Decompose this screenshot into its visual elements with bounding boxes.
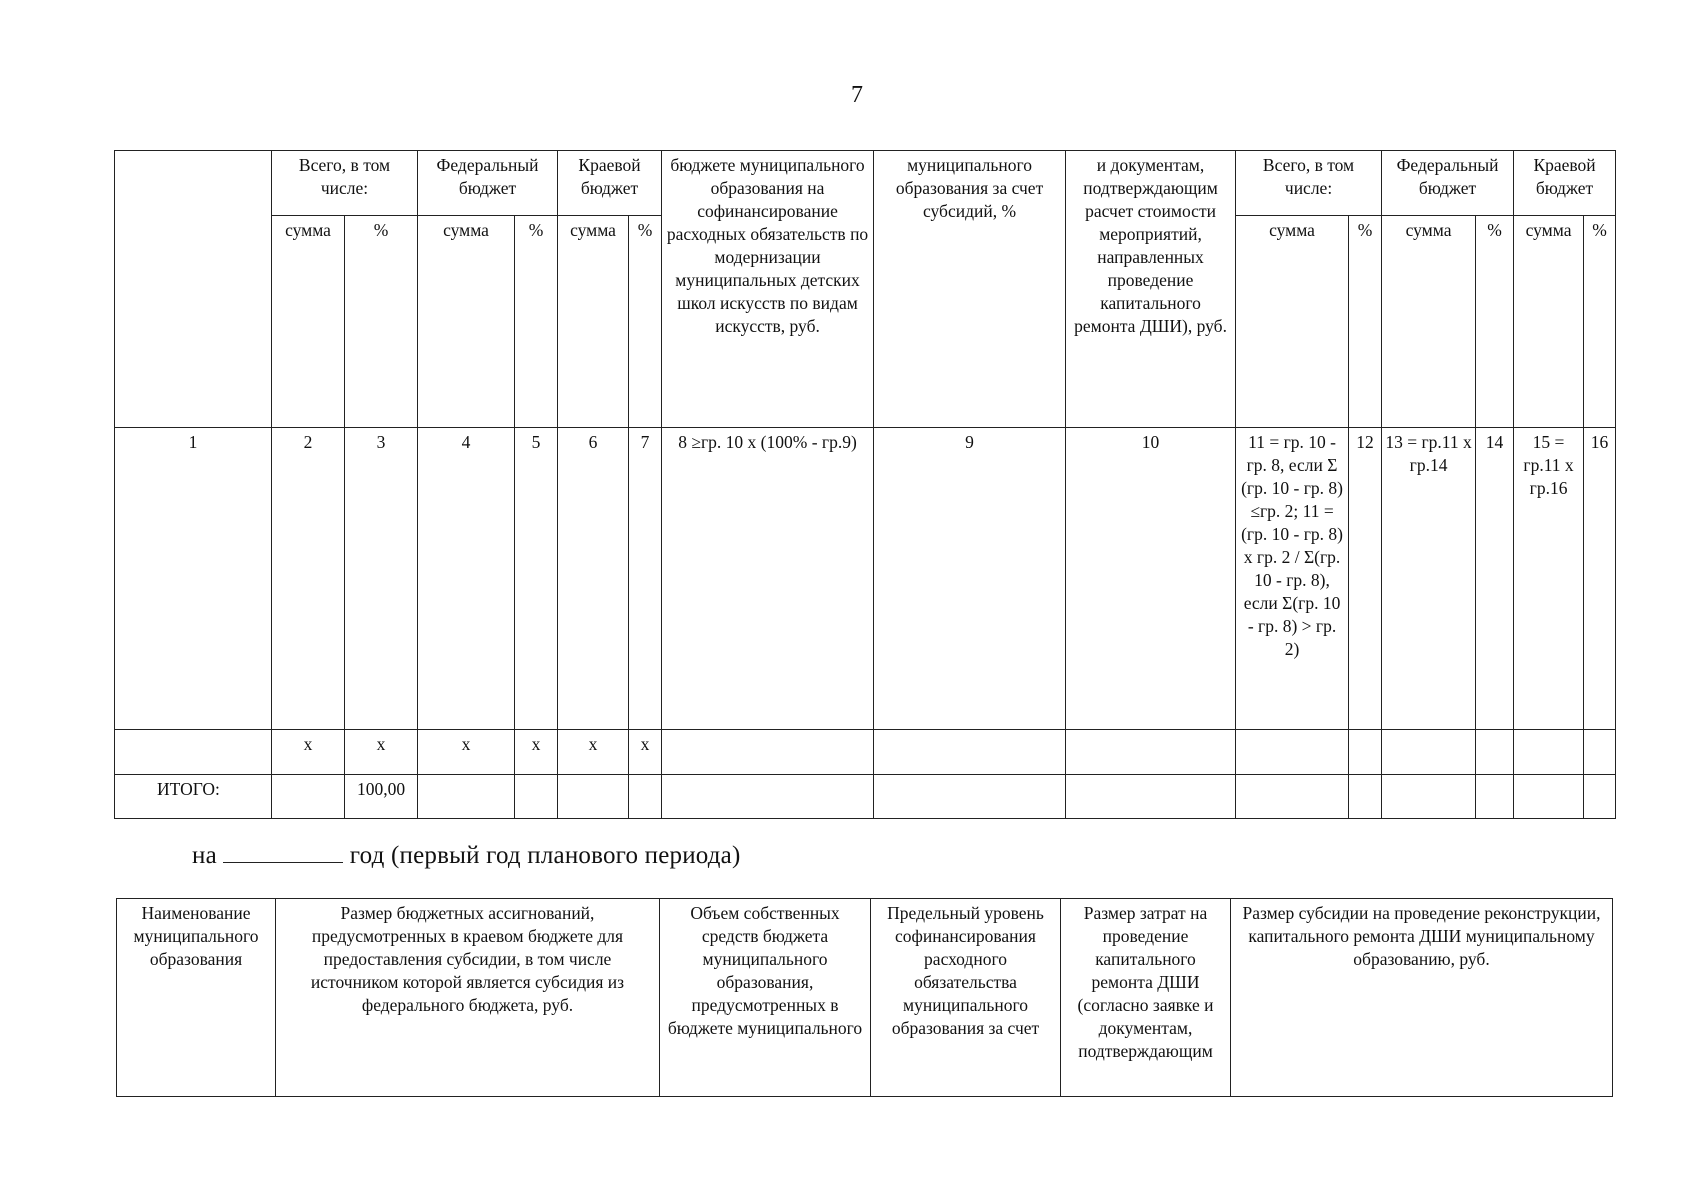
empty-cell bbox=[272, 775, 345, 819]
subtitle-suffix: год (первый год планового периода) bbox=[349, 842, 741, 869]
header-repair-costs: Размер затрат на проведение капитального ремонта ДШИ (согласно заявке и документам, подтверждающим bbox=[1061, 899, 1231, 1097]
empty-cell bbox=[662, 775, 874, 819]
empty-cell bbox=[115, 730, 272, 775]
empty-cell bbox=[558, 775, 629, 819]
column-number: 9 bbox=[874, 428, 1066, 730]
total-label: ИТОГО: bbox=[115, 775, 272, 819]
empty-cell bbox=[1382, 730, 1476, 775]
header-own-funds: Объем собственных средств бюджета муниципального образования, предусмотренных в бюджете муниципального bbox=[660, 899, 871, 1097]
subheader-pct: % bbox=[1349, 216, 1382, 428]
subheader-pct: % bbox=[629, 216, 662, 428]
empty-cell bbox=[1236, 730, 1349, 775]
column-formula: 13 = гр.11 x гр.14 bbox=[1382, 428, 1476, 730]
empty-cell bbox=[874, 775, 1066, 819]
x-mark: x bbox=[272, 730, 345, 775]
column-number: 10 bbox=[1066, 428, 1236, 730]
column-number: 1 bbox=[115, 428, 272, 730]
empty-cell bbox=[1349, 775, 1382, 819]
header-col10: и документам, подтверждающим расчет стоимости мероприятий, направленных проведение капитального ремонта ДШИ), руб. bbox=[1066, 151, 1236, 428]
x-mark: x bbox=[418, 730, 515, 775]
subheader-pct: % bbox=[345, 216, 418, 428]
subheader-summa: сумма bbox=[1514, 216, 1584, 428]
header-municipality: Наименование муниципального образования bbox=[117, 899, 276, 1097]
year-blank-line bbox=[223, 840, 343, 863]
header-vsego2: Всего, в том числе: bbox=[1236, 151, 1382, 216]
header-cofinancing-level: Предельный уровень софинансирования расходного обязательства муниципального образования за счет bbox=[871, 899, 1061, 1097]
period-subtitle bbox=[192, 840, 741, 870]
x-mark: x bbox=[515, 730, 558, 775]
empty-cell bbox=[1514, 730, 1584, 775]
header-subsidy-size: Размер субсидии на проведение реконструкции, капитального ремонта ДШИ муниципальному образованию, руб. bbox=[1231, 899, 1613, 1097]
subheader-summa: сумма bbox=[1236, 216, 1349, 428]
subheader-pct: % bbox=[1476, 216, 1514, 428]
empty-cell bbox=[1476, 775, 1514, 819]
subheader-pct: % bbox=[515, 216, 558, 428]
subheader-summa: сумма bbox=[1382, 216, 1476, 428]
header-vsego: Всего, в том числе: bbox=[272, 151, 418, 216]
subheader-summa: сумма bbox=[558, 216, 629, 428]
empty-cell bbox=[1584, 730, 1616, 775]
x-mark: x bbox=[558, 730, 629, 775]
empty-cell bbox=[629, 775, 662, 819]
column-number: 6 bbox=[558, 428, 629, 730]
column-formula: 11 = гр. 10 - гр. 8, если Σ (гр. 10 - гр. 8) ≤гр. 2; 11 = (гр. 10 - гр. 8) x гр. 2 / Σ(гр. 10 - гр. 8), если Σ(гр. 10 - гр. 8) > гр. 2) bbox=[1236, 428, 1349, 730]
header-col8: бюджете муниципального образования на софинансирование расходных обязательств по модернизации муниципальных детских школ искусств по видам искусств, руб. bbox=[662, 151, 874, 428]
subheader-summa: сумма bbox=[418, 216, 515, 428]
subheader-pct: % bbox=[1584, 216, 1616, 428]
empty-cell bbox=[515, 775, 558, 819]
allocation-table-continued bbox=[114, 150, 1616, 819]
header-kraevoy: Краевой бюджет bbox=[558, 151, 662, 216]
header-federal2: Федеральный бюджет bbox=[1382, 151, 1514, 216]
column-number: 7 bbox=[629, 428, 662, 730]
header-col9: муниципального образования за счет субсидий, % bbox=[874, 151, 1066, 428]
column-number: 12 bbox=[1349, 428, 1382, 730]
page-number: 7 bbox=[851, 82, 863, 108]
column-number: 3 bbox=[345, 428, 418, 730]
empty-cell bbox=[418, 775, 515, 819]
subheader-summa: сумма bbox=[272, 216, 345, 428]
column-formula: 8 ≥гр. 10 x (100% - гр.9) bbox=[662, 428, 874, 730]
empty-cell bbox=[1236, 775, 1349, 819]
column-formula: 15 = гр.11 x гр.16 bbox=[1514, 428, 1584, 730]
x-mark: x bbox=[345, 730, 418, 775]
empty-cell bbox=[662, 730, 874, 775]
empty-cell bbox=[1349, 730, 1382, 775]
header-kraevoy2: Краевой бюджет bbox=[1514, 151, 1616, 216]
empty-cell bbox=[1476, 730, 1514, 775]
empty-cell bbox=[1514, 775, 1584, 819]
empty-cell bbox=[874, 730, 1066, 775]
column-number: 2 bbox=[272, 428, 345, 730]
allocation-table-next-year bbox=[116, 898, 1613, 1097]
empty-cell bbox=[1382, 775, 1476, 819]
column-number: 5 bbox=[515, 428, 558, 730]
empty-cell bbox=[1584, 775, 1616, 819]
total-pct: 100,00 bbox=[345, 775, 418, 819]
subtitle-prefix: на bbox=[192, 842, 217, 869]
header-cell-blank bbox=[115, 151, 272, 428]
column-number: 14 bbox=[1476, 428, 1514, 730]
header-budget-allocations: Размер бюджетных ассигнований, предусмотренных в краевом бюджете для предоставления субсидии, в том числе источником которой является субсидия из федерального бюджета, руб. bbox=[276, 899, 660, 1097]
x-mark: x bbox=[629, 730, 662, 775]
empty-cell bbox=[1066, 730, 1236, 775]
empty-cell bbox=[1066, 775, 1236, 819]
column-number: 16 bbox=[1584, 428, 1616, 730]
column-number: 4 bbox=[418, 428, 515, 730]
header-federal: Федеральный бюджет bbox=[418, 151, 558, 216]
